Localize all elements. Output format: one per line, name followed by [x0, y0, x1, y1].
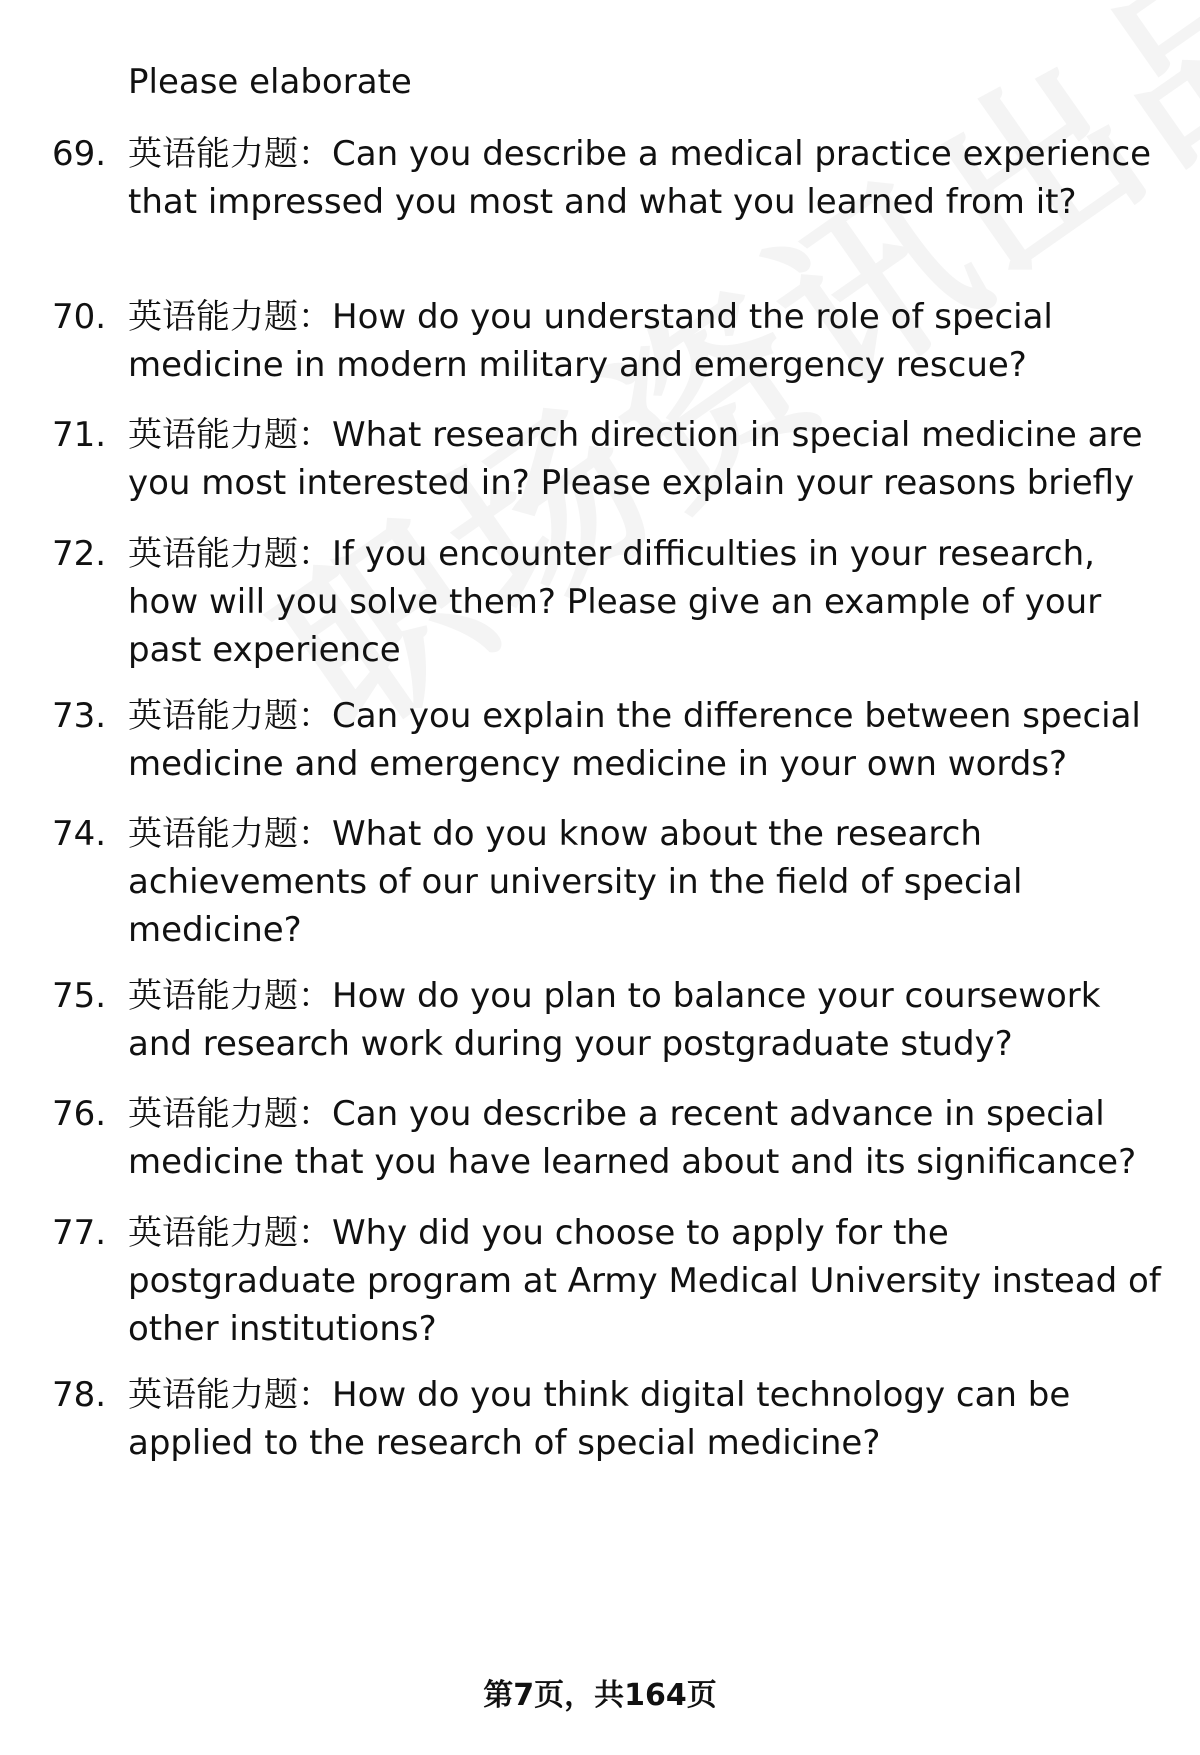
question-body: If you encounter difficulties in your research, how will you solve them? Please give an example of your past experience: [128, 534, 1102, 670]
question-number: 77.: [52, 1213, 107, 1253]
question-body: How do you think digital technology can be applied to the research of special medicine?: [128, 1375, 1071, 1463]
question-text: [128, 1090, 1168, 1186]
question-number: 78.: [52, 1375, 107, 1415]
question-body: How do you plan to balance your coursework and research work during your postgraduate study?: [128, 976, 1101, 1064]
question-number: 73.: [52, 696, 107, 736]
question-text: [128, 810, 1168, 954]
question-text: [128, 1371, 1168, 1467]
question-number: 70.: [52, 297, 107, 337]
question-number: 75.: [52, 976, 107, 1016]
question-body: Why did you choose to apply for the postgraduate program at Army Medical University instead of other institutions?: [128, 1213, 1161, 1349]
question-text: [128, 972, 1168, 1068]
question-tag: 英语能力题：: [128, 534, 332, 574]
question-body: Can you explain the difference between special medicine and emergency medicine in your own words?: [128, 696, 1141, 784]
question-body: What do you know about the research achievements of our university in the field of special medicine?: [128, 814, 1023, 950]
question-number: 76.: [52, 1094, 107, 1134]
continuation-text: Please elaborate: [128, 62, 412, 102]
question-text: [128, 293, 1168, 389]
question-number: 72.: [52, 534, 107, 574]
question-tag: 英语能力题：: [128, 297, 332, 337]
question-tag: 英语能力题：: [128, 134, 332, 174]
question-tag: 英语能力题：: [128, 1375, 332, 1415]
question-text: [128, 130, 1168, 226]
question-tag: 英语能力题：: [128, 1213, 332, 1253]
question-number: 71.: [52, 415, 107, 455]
question-tag: 英语能力题：: [128, 696, 332, 736]
question-body: Can you describe a medical practice experience that impressed you most and what you learned from it?: [128, 134, 1152, 222]
question-number: 69.: [52, 134, 107, 174]
question-body: How do you understand the role of special medicine in modern military and emergency rescue?: [128, 297, 1053, 385]
question-body: What research direction in special medicine are you most interested in? Please explain your reasons briefly: [128, 415, 1143, 503]
question-tag: 英语能力题：: [128, 1094, 332, 1134]
question-text: [128, 1209, 1168, 1353]
question-tag: 英语能力题：: [128, 814, 332, 854]
question-tag: 英语能力题：: [128, 976, 332, 1016]
question-text: [128, 692, 1168, 788]
question-number: 74.: [52, 814, 107, 854]
question-text: [128, 411, 1168, 507]
question-body: Can you describe a recent advance in special medicine that you have learned about and its significance?: [128, 1094, 1137, 1182]
question-tag: 英语能力题：: [128, 415, 332, 455]
question-text: [128, 530, 1168, 674]
page-footer: 第7页，共164页: [483, 1678, 717, 1713]
